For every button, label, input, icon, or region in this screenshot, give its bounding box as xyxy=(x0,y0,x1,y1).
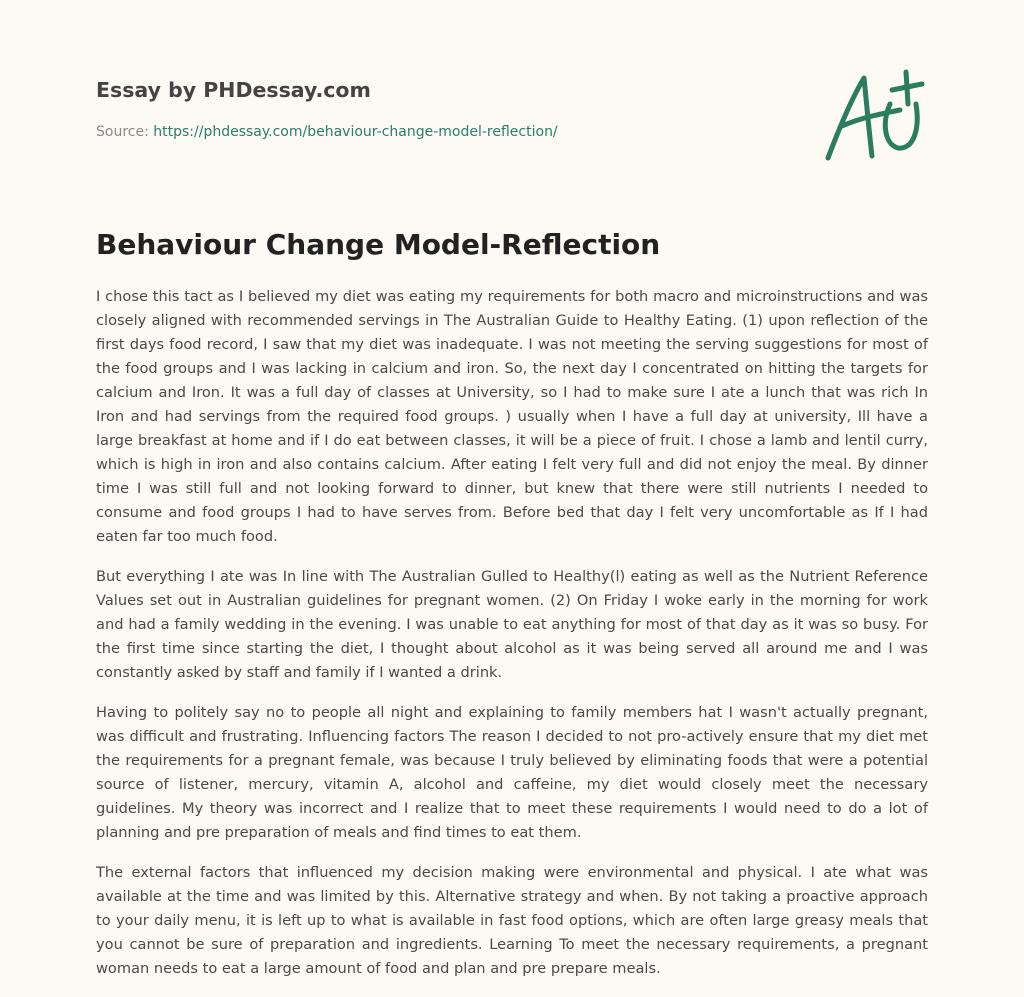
essay-paragraph-2: But everything I ate was In line with The Australian Gulled to Healthy(l) eating as well as the Nutrient Reference Values set out in Australian guidelines for pregnant women. (2) On Friday I woke early in the morning for work and had a family wedding in the evening. I was unable to eat anything for most of that day as it was so busy. For the first time since starting the diet, I thought about alcohol as it was being served all around me and I was constantly asked by staff and family if I wanted a drink. xyxy=(96,568,928,681)
essay-paragraph-3: Having to politely say no to people all night and explaining to family members hat I wasn't actually pregnant, was difficult and frustrating. Influencing factors The reason I decided to not pro-actively ensure that my diet met the requirements for a pregnant female, was because I truly believed by eliminating foods that were a potential source of listener, mercury, vitamin A, alcohol and caffeine, my diet would closely meet the necessary guidelines. My theory was incorrect and I realize that to meet these requirements I would need to do a lot of planning and pre preparation of meals and find times to eat them. xyxy=(96,704,928,841)
essay-body xyxy=(96,285,928,997)
page-header xyxy=(96,76,936,140)
essay-paragraph-1: I chose this tact as I believed my diet was eating my requirements for both macro and microinstructions and was closely aligned with recommended servings in The Australian Guide to Healthy Eating. (1) upon reflection of the first days food record, I saw that my diet was inadequate. I was not meeting the serving suggestions for most of the food groups and I was lacking in calcium and iron. So, the next day I concentrated on hitting the targets for calcium and Iron. It was a full day of classes at University, so I had to make sure I ate a lunch that was rich In Iron and had servings from the required food groups. ) usually when I have a full day at university, Ill have a large breakfast at home and if I do eat between classes, it will be a piece of fruit. I chose a lamb and lentil curry, which is high in iron and also contains calcium. After eating I felt very full and did not enjoy the meal. By dinner time I was still full and not looking forward to dinner, but knew that there were still nutrients I needed to consume and food groups I had to have serves from. Before bed that day I felt very uncomfortable as If I had eaten far too much food. xyxy=(96,288,928,545)
source-link[interactable]: https://phdessay.com/behaviour-change-model-reflection/ xyxy=(153,124,558,140)
site-brand: Essay by PHDessay.com xyxy=(96,78,371,102)
a-plus-grade-icon xyxy=(820,66,930,166)
source-line xyxy=(96,124,558,140)
essay-title: Behaviour Change Model-Reflection xyxy=(96,228,661,261)
source-label: Source: xyxy=(96,124,149,140)
essay-paragraph-4: The external factors that influenced my decision making were environmental and physical. I ate what was available at the time and was limited by this. Alternative strategy and when. By not taking a proactive approach to your daily menu, it is left up to what is available in fast food options, which are often large greasy meals that you cannot be sure of preparation and ingredients. Learning To meet the necessary requirements, a pregnant woman needs to eat a large amount of food and plan and pre prepare meals. xyxy=(96,864,928,977)
